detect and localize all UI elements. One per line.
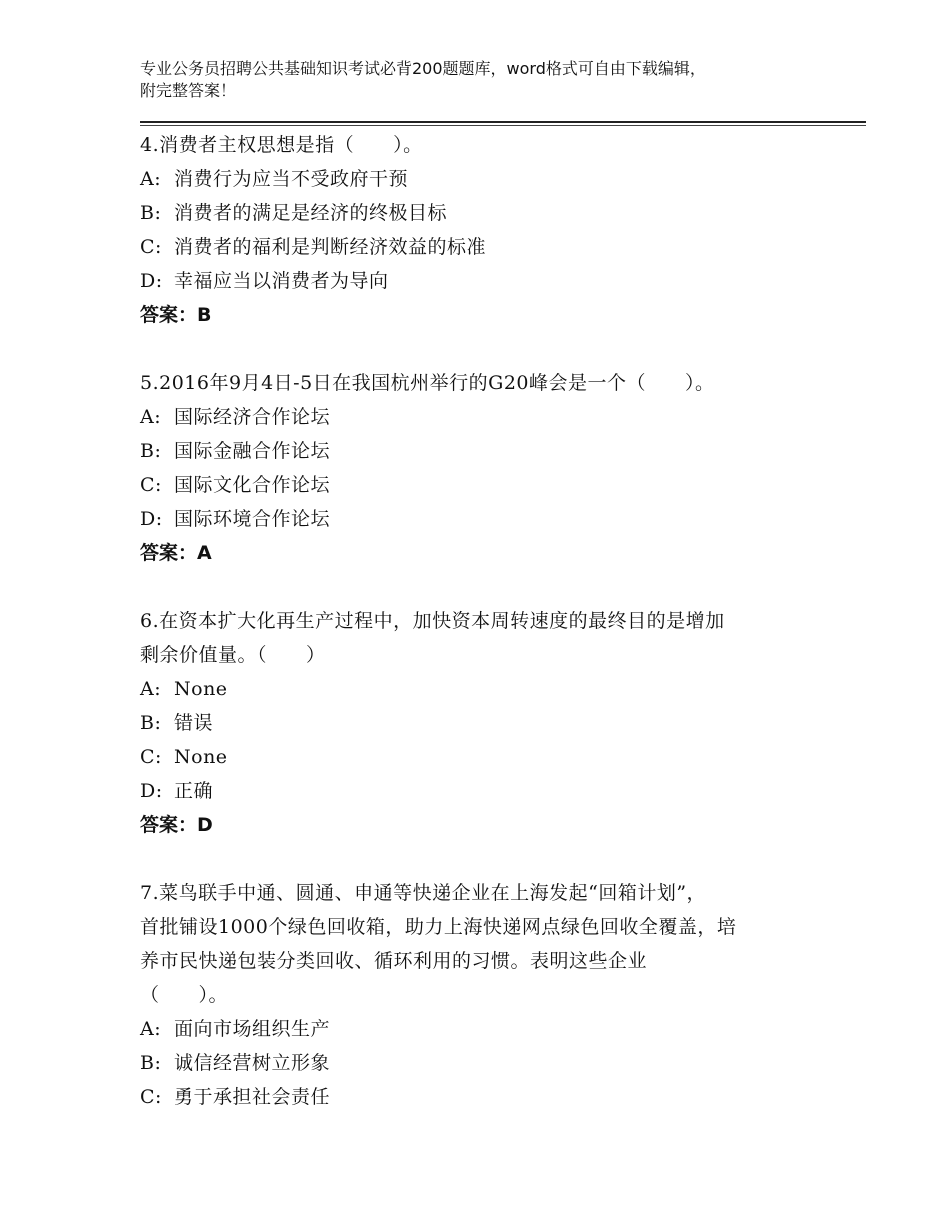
answer-label: 答案：D	[140, 814, 213, 836]
option-text: 幸福应当以消费者为导向	[174, 270, 389, 292]
question-stem	[140, 128, 820, 162]
question-stem-line: 4.消费者主权思想是指（ ）。	[140, 134, 423, 156]
question-stem-line: （ ）。	[140, 984, 229, 1006]
answer-label: 答案：A	[140, 542, 212, 564]
option-item	[140, 162, 820, 196]
question-block	[140, 604, 820, 842]
option-key: C:	[140, 1086, 162, 1108]
question-stem	[140, 604, 820, 672]
option-text: 正确	[174, 780, 214, 802]
option-key: B:	[140, 1052, 162, 1074]
header-divider-thin	[140, 125, 866, 126]
option-key: B:	[140, 202, 162, 224]
question-list	[140, 128, 820, 1148]
option-key: C:	[140, 746, 162, 768]
question-stem-line: 6.在资本扩大化再生产过程中，加快资本周转速度的最终目的是增加	[140, 610, 725, 632]
option-text: 国际环境合作论坛	[174, 508, 331, 530]
option-text: 勇于承担社会责任	[174, 1086, 331, 1108]
option-key: D:	[140, 780, 163, 802]
option-text: 错误	[174, 712, 214, 734]
option-item	[140, 468, 820, 502]
option-item	[140, 196, 820, 230]
option-list	[140, 672, 820, 808]
option-text: None	[174, 678, 228, 700]
question-block	[140, 876, 820, 1114]
question-stem-line: 首批铺设1000个绿色回收箱，助力上海快递网点绿色回收全覆盖，培	[140, 916, 737, 938]
option-item	[140, 1046, 820, 1080]
question-stem	[140, 876, 820, 1012]
option-text: 国际金融合作论坛	[174, 440, 331, 462]
option-item	[140, 740, 820, 774]
option-list	[140, 400, 820, 536]
question-stem-line: 剩余价值量。（ ）	[140, 644, 326, 666]
option-item	[140, 1012, 820, 1046]
option-key: A:	[140, 678, 162, 700]
option-key: B:	[140, 712, 162, 734]
option-text: 消费者的满足是经济的终极目标	[174, 202, 448, 224]
question-stem-line: 养市民快递包装分类回收、循环利用的习惯。表明这些企业	[140, 950, 648, 972]
question-block	[140, 366, 820, 570]
document-header	[140, 58, 820, 102]
option-text: 国际文化合作论坛	[174, 474, 331, 496]
option-text: None	[174, 746, 228, 768]
option-item	[140, 230, 820, 264]
option-key: A:	[140, 1018, 162, 1040]
option-list	[140, 1012, 820, 1114]
option-item	[140, 502, 820, 536]
option-key: A:	[140, 406, 162, 428]
option-key: D:	[140, 270, 163, 292]
option-list	[140, 162, 820, 298]
option-text: 国际经济合作论坛	[174, 406, 331, 428]
option-item	[140, 434, 820, 468]
option-text: 消费行为应当不受政府干预	[174, 168, 409, 190]
option-item	[140, 264, 820, 298]
option-item	[140, 1080, 820, 1114]
question-stem	[140, 366, 820, 400]
answer-label: 答案：B	[140, 304, 212, 326]
option-text: 消费者的福利是判断经济效益的标准	[174, 236, 487, 258]
option-item	[140, 672, 820, 706]
option-key: B:	[140, 440, 162, 462]
option-key: C:	[140, 236, 162, 258]
option-item	[140, 774, 820, 808]
question-stem-line: 7.菜鸟联手中通、圆通、申通等快递企业在上海发起“回箱计划”，	[140, 882, 707, 904]
question-block	[140, 128, 820, 332]
option-key: D:	[140, 508, 163, 530]
option-text: 诚信经营树立形象	[174, 1052, 331, 1074]
option-item	[140, 400, 820, 434]
question-stem-line: 5.2016年9月4日-5日在我国杭州举行的G20峰会是一个（ ）。	[140, 372, 715, 394]
option-key: A:	[140, 168, 162, 190]
option-key: C:	[140, 474, 162, 496]
option-text: 面向市场组织生产	[174, 1018, 331, 1040]
header-line-2: 附完整答案！	[140, 81, 237, 100]
option-item	[140, 706, 820, 740]
header-divider-thick	[140, 121, 866, 123]
header-line-1: 专业公务员招聘公共基础知识考试必背200题题库，word格式可自由下载编辑，	[140, 59, 706, 78]
